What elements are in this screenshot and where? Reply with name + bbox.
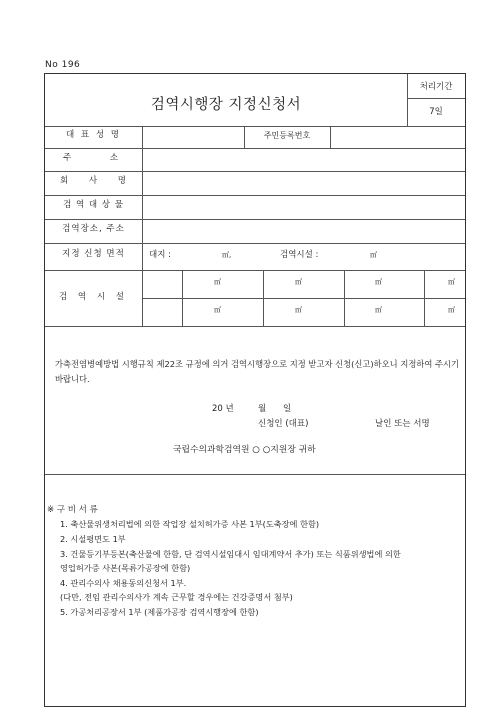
divider bbox=[45, 171, 465, 172]
sqm-unit: ㎡ bbox=[448, 278, 455, 286]
sqm-unit: ㎡ bbox=[214, 278, 221, 286]
divider bbox=[407, 74, 408, 126]
divider bbox=[45, 474, 465, 475]
divider bbox=[142, 298, 465, 299]
area-site-label: 대지 : bbox=[149, 250, 171, 260]
document-item: 2. 시설평면도 1부 bbox=[60, 534, 126, 544]
divider bbox=[182, 270, 183, 326]
divider bbox=[45, 195, 465, 196]
company-label: 회 사 명 bbox=[59, 176, 136, 186]
document-item: 5. 가공처리공장서 1부 (제품가공장 검역시행장에 한함) bbox=[60, 607, 259, 617]
document-item: 1. 축산물위생처리법에 의한 작업장 설치허가증 사본 1부(도축장에 한함) bbox=[60, 519, 320, 529]
inspection-target-label: 검 역 대 상 물 bbox=[63, 200, 124, 210]
addressee: 국립수의과학검역원 ○ ○지원장 귀하 bbox=[173, 445, 316, 455]
sqm-unit: ㎡ bbox=[295, 306, 302, 314]
area-facility-label: 검역시설 : bbox=[280, 250, 319, 260]
divider bbox=[263, 270, 264, 326]
area-site-unit: ㎡, bbox=[222, 251, 232, 259]
divider bbox=[424, 270, 425, 326]
sqm-unit: ㎡ bbox=[375, 306, 382, 314]
resident-number-label: 주민등록번호 bbox=[263, 131, 311, 140]
form-number: No 196 bbox=[45, 60, 81, 70]
area-facility-unit: ㎡ bbox=[370, 251, 377, 259]
divider bbox=[45, 243, 465, 244]
address-label: 주 소 bbox=[62, 153, 137, 163]
processing-period-label: 처리기간 bbox=[419, 82, 453, 92]
sqm-unit: ㎡ bbox=[375, 278, 382, 286]
facilities-label: 검 역 시 설 bbox=[59, 292, 128, 302]
document-item: 4. 관리수의사 채용동의신청서 1부. bbox=[60, 578, 187, 588]
divider bbox=[344, 270, 345, 326]
sqm-unit: ㎡ bbox=[295, 278, 302, 286]
sqm-unit: ㎡ bbox=[448, 306, 455, 314]
sqm-unit: ㎡ bbox=[214, 306, 221, 314]
divider bbox=[45, 326, 465, 327]
application-statement: 가축전염병예방법 시행규칙 제22조 규정에 의거 검역시행장으로 지정 받고자 신청(신고)하오니 지정하여 주시기 바랍니다. bbox=[55, 359, 460, 384]
processing-period-value: 7일 bbox=[429, 107, 443, 117]
form-title: 검역시행장 지정신청서 bbox=[150, 97, 302, 113]
divider bbox=[45, 126, 465, 127]
date-month: 월 bbox=[258, 404, 267, 414]
signature-hint: 날인 또는 서명 bbox=[375, 419, 430, 429]
date-year: 20 년 bbox=[212, 404, 234, 414]
divider bbox=[45, 270, 465, 271]
date-day: 일 bbox=[283, 404, 292, 414]
area-label: 지정 신청 면적 bbox=[62, 249, 125, 259]
application-form bbox=[44, 73, 466, 707]
document-item: 영업허가증 사본(목류가공장에 한함) bbox=[60, 563, 191, 573]
inspection-place-label: 검역장소, 주소 bbox=[62, 224, 125, 234]
divider bbox=[45, 148, 465, 149]
representative-label: 대 표 성 명 bbox=[66, 130, 121, 140]
document-item: 3. 건물등기부등본(축산물에 한함, 단 검역시설임대시 임대계약서 추가) 또는 식품위생법에 의한 bbox=[60, 549, 401, 559]
divider bbox=[407, 98, 465, 99]
divider bbox=[330, 126, 331, 148]
applicant-label: 신청인 (대표) bbox=[258, 419, 309, 429]
document-item: (다만, 전임 관리수의사가 계속 근무할 경우에는 건강증명서 첨부) bbox=[60, 592, 293, 602]
documents-heading: ※ 구 비 서 류 bbox=[47, 505, 98, 515]
divider bbox=[142, 126, 143, 326]
divider bbox=[45, 219, 465, 220]
